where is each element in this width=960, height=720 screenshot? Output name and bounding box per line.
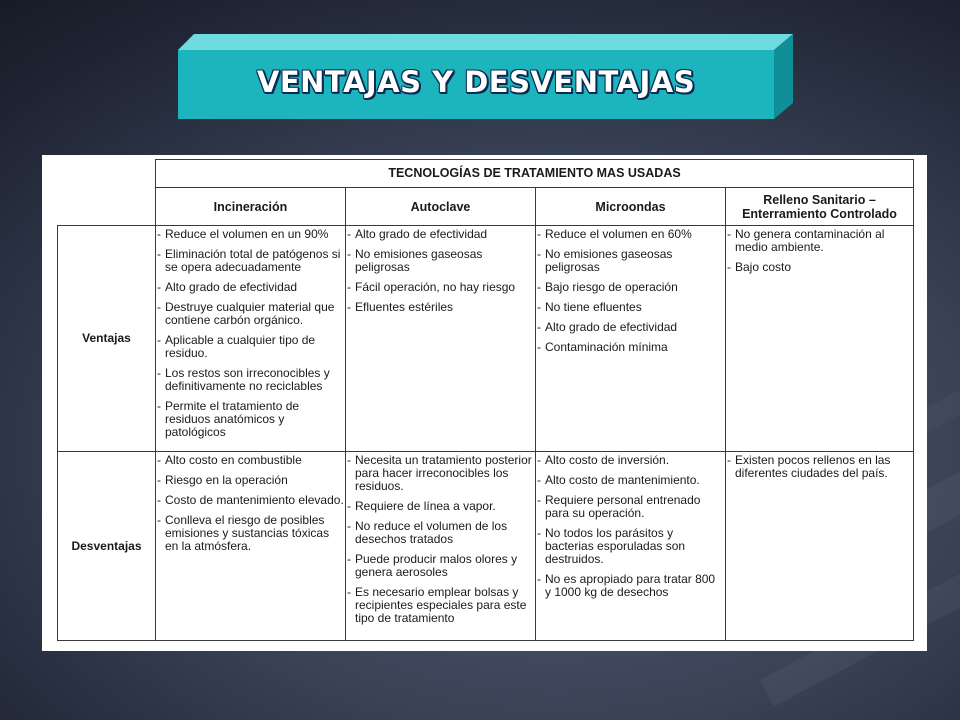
list-item: - No emisiones gaseosas peligrosas [347, 248, 534, 274]
list-item: - Alto grado de efectividad [537, 321, 724, 334]
list-item: - Existen pocos rellenos en las diferentes ciudades del país. [727, 454, 912, 480]
list-item: - No todos los parásitos y bacterias esporuladas son destruidos. [537, 527, 724, 566]
list-item: - Bajo costo [727, 261, 912, 274]
column-header-relleno-sanitario: Relleno Sanitario – Enterramiento Controlado [726, 188, 914, 226]
cell-ventajas-autoclave [346, 226, 536, 452]
empty-corner [58, 160, 156, 188]
list-item: - Permite el tratamiento de residuos anatómicos y patológicos [157, 400, 344, 439]
table-main-header: TECNOLOGÍAS DE TRATAMIENTO MAS USADAS [156, 160, 914, 188]
column-header-incineracion: Incineración [156, 188, 346, 226]
list-item: - No es apropiado para tratar 800 y 1000 kg de desechos [537, 573, 724, 599]
list-item: - No reduce el volumen de los desechos tratados [347, 520, 534, 546]
row-header-desventajas: Desventajas [58, 452, 156, 641]
page-title: VENTAJAS Y DESVENTAJAS [256, 65, 696, 99]
list-item: - Eliminación total de patógenos si se opera adecuadamente [157, 248, 344, 274]
technologies-table [57, 159, 914, 641]
column-header-autoclave: Autoclave [346, 188, 536, 226]
list-item: - Destruye cualquier material que contiene carbón orgánico. [157, 301, 344, 327]
title-banner [178, 34, 793, 119]
list-item: - Aplicable a cualquier tipo de residuo. [157, 334, 344, 360]
list-item: - Puede producir malos olores y genera aerosoles [347, 553, 534, 579]
cell-desventajas-incineracion [156, 452, 346, 641]
list-item: - Reduce el volumen en un 90% [157, 228, 344, 241]
list-item: - Riesgo en la operación [157, 474, 344, 487]
list-item: - No tiene efluentes [537, 301, 724, 314]
list-item: - Requiere personal entrenado para su operación. [537, 494, 724, 520]
list-item: - Requiere de línea a vapor. [347, 500, 534, 513]
cell-desventajas-autoclave [346, 452, 536, 641]
cell-ventajas-microondas [536, 226, 726, 452]
list-item: - Alto grado de efectividad [157, 281, 344, 294]
cell-desventajas-relleno [726, 452, 914, 641]
list-item: - Efluentes estériles [347, 301, 534, 314]
table-panel [42, 155, 927, 651]
list-item: - Alto costo en combustible [157, 454, 344, 467]
list-item: - Costo de mantenimiento elevado. [157, 494, 344, 507]
list-item: - Contaminación mínima [537, 341, 724, 354]
list-item: - Alto grado de efectividad [347, 228, 534, 241]
cell-ventajas-incineracion [156, 226, 346, 452]
list-item: - Conlleva el riesgo de posibles emisiones y sustancias tóxicas en la atmósfera. [157, 514, 344, 553]
row-header-ventajas: Ventajas [58, 226, 156, 452]
list-item: - Fácil operación, no hay riesgo [347, 281, 534, 294]
empty-corner [58, 188, 156, 226]
list-item: - No genera contaminación al medio ambiente. [727, 228, 912, 254]
list-item: - Alto costo de inversión. [537, 454, 724, 467]
list-item: - Alto costo de mantenimiento. [537, 474, 724, 487]
cell-ventajas-relleno [726, 226, 914, 452]
list-item: - Es necesario emplear bolsas y recipientes especiales para este tipo de tratamiento [347, 586, 534, 625]
list-item: - No emisiones gaseosas peligrosas [537, 248, 724, 274]
cell-desventajas-microondas [536, 452, 726, 641]
list-item: - Reduce el volumen en 60% [537, 228, 724, 241]
list-item: - Los restos son irreconocibles y definitivamente no reciclables [157, 367, 344, 393]
column-header-microondas: Microondas [536, 188, 726, 226]
list-item: - Necesita un tratamiento posterior para hacer irreconocibles los residuos. [347, 454, 534, 493]
list-item: - Bajo riesgo de operación [537, 281, 724, 294]
